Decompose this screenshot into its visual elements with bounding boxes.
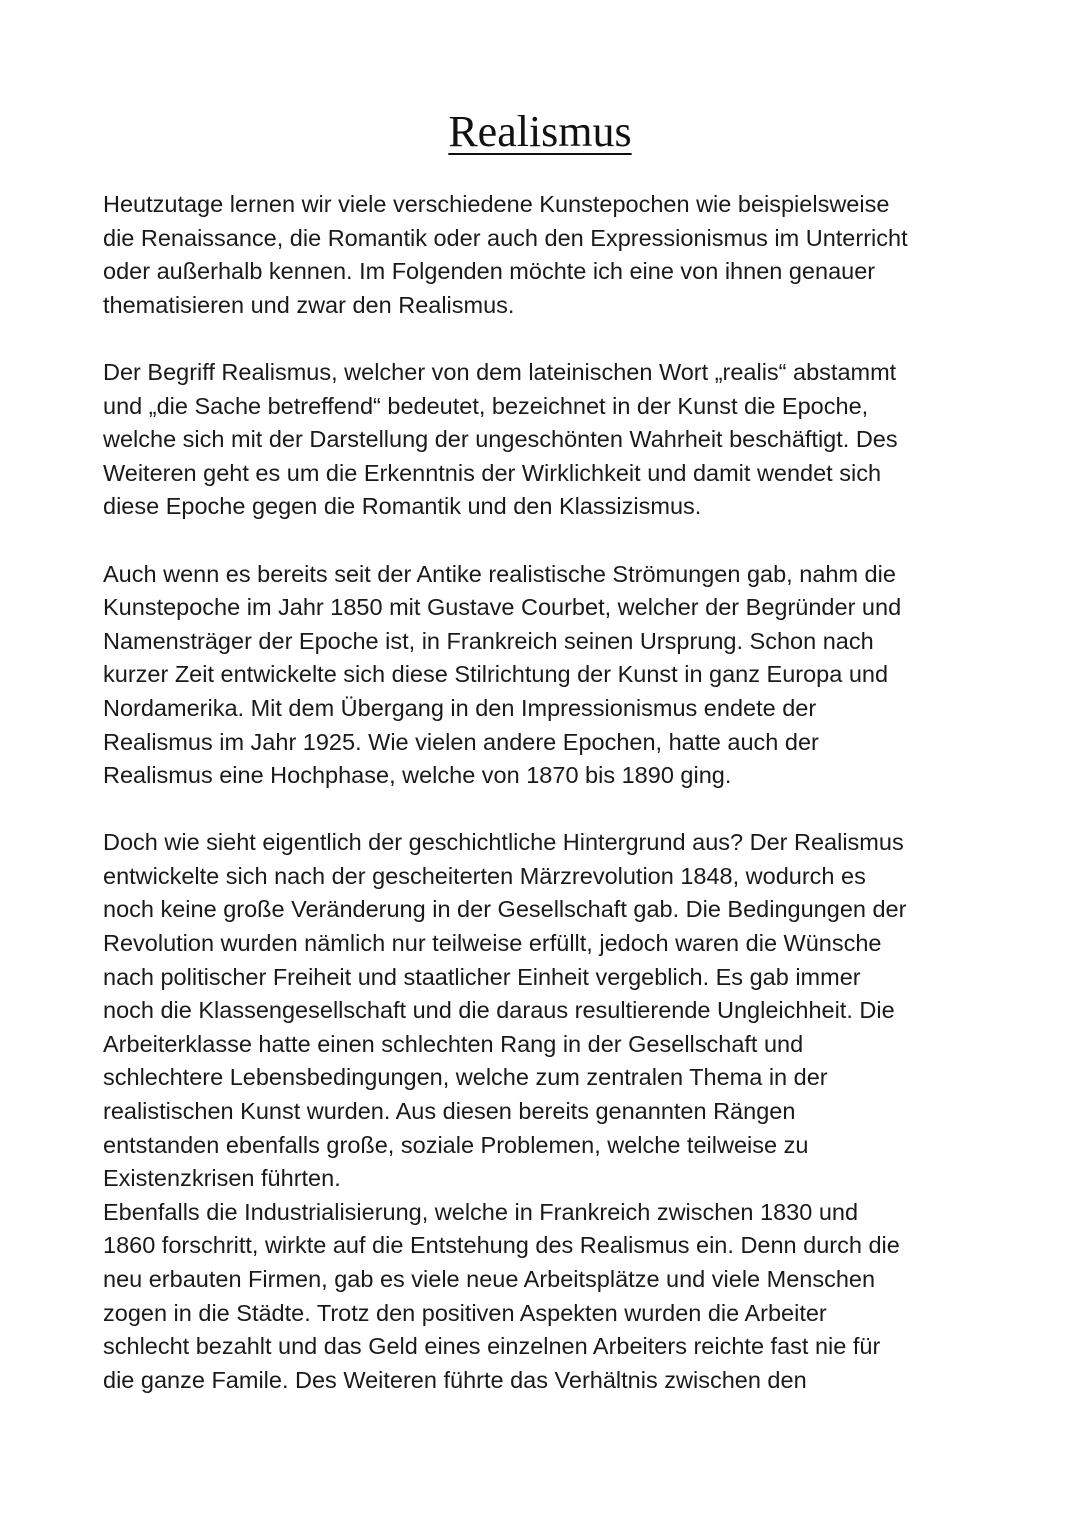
document-body bbox=[103, 188, 983, 1397]
text-line: und „die Sache betreffend“ bedeutet, bezeichnet in der Kunst die Epoche, bbox=[103, 392, 869, 419]
text-line: Revolution wurden nämlich nur teilweise erfüllt, jedoch waren die Wünsche bbox=[103, 930, 882, 957]
text-line: Nordamerika. Mit dem Übergang in den Impressionismus endete der bbox=[103, 694, 817, 721]
text-line: Realismus eine Hochphase, welche von 1870 bis 1890 ging. bbox=[103, 762, 732, 789]
text-line: welche sich mit der Darstellung der ungeschönten Wahrheit beschäftigt. Des bbox=[103, 426, 898, 453]
text-line: neu erbauten Firmen, gab es viele neue Arbeitsplätze und viele Menschen bbox=[103, 1266, 876, 1292]
text-line: die Renaissance, die Romantik oder auch den Expressionismus im Unterricht bbox=[103, 224, 908, 251]
page-title bbox=[0, 104, 1080, 160]
text-line: die ganze Famile. Des Weiteren führte das Verhältnis zwischen den bbox=[103, 1366, 807, 1393]
paragraph-definition bbox=[103, 356, 983, 524]
paragraph-spacer bbox=[103, 322, 983, 356]
paragraph-history bbox=[103, 826, 983, 1196]
text-line: entstanden ebenfalls große, soziale Problemen, welche teilweise zu bbox=[103, 1131, 809, 1158]
text-line: thematisieren und zwar den Realismus. bbox=[103, 291, 515, 318]
text-line: Auch wenn es bereits seit der Antike realistische Strömungen gab, nahm die bbox=[103, 560, 896, 587]
text-line: Namensträger der Epoche ist, in Frankreich seinen Ursprung. Schon nach bbox=[103, 627, 874, 654]
text-line: 1860 forschritt, wirkte auf die Entstehung des Realismus ein. Denn durch die bbox=[103, 1232, 900, 1259]
text-line: kurzer Zeit entwickelte sich diese Stilrichtung der Kunst in ganz Europa und bbox=[103, 661, 889, 688]
text-line: Weiteren geht es um die Erkenntnis der Wirklichkeit und damit wendet sich bbox=[103, 459, 882, 486]
text-line: Doch wie sieht eigentlich der geschichtliche Hintergrund aus? Der Realismus bbox=[103, 829, 904, 856]
text-line: Der Begriff Realismus, welcher von dem lateinischen Wort „realis“ abstammt bbox=[103, 358, 897, 385]
text-line: Kunstepoche im Jahr 1850 mit Gustave Courbet, welcher der Begründer und bbox=[103, 594, 902, 621]
paragraph-origin bbox=[103, 558, 983, 793]
text-line: Ebenfalls die Industrialisierung, welche in Frankreich zwischen 1830 und bbox=[103, 1198, 859, 1225]
text-line: Realismus im Jahr 1925. Wie vielen andere Epochen, hatte auch der bbox=[103, 728, 819, 755]
text-line: realistischen Kunst wurden. Aus diesen bereits genannten Rängen bbox=[103, 1098, 796, 1125]
paragraph-spacer bbox=[103, 793, 983, 827]
text-line: Heutzutage lernen wir viele verschiedene Kunstepochen wie beispielsweise bbox=[103, 191, 890, 217]
text-line: noch keine große Veränderung in der Gesellschaft gab. Die Bedingungen der bbox=[103, 896, 907, 923]
text-line: schlechtere Lebensbedingungen, welche zum zentralen Thema in der bbox=[103, 1064, 828, 1091]
paragraph-intro bbox=[103, 188, 983, 322]
text-line: schlecht bezahlt und das Geld eines einzelnen Arbeiters reichte fast nie für bbox=[103, 1333, 881, 1360]
text-line: oder außerhalb kennen. Im Folgenden möchte ich eine von ihnen genauer bbox=[103, 258, 876, 285]
text-line: Existenzkrisen führten. bbox=[103, 1165, 341, 1192]
paragraph-industrialization bbox=[103, 1196, 983, 1398]
text-line: nach politischer Freiheit und staatlicher Einheit vergeblich. Es gab immer bbox=[103, 963, 861, 990]
text-line: noch die Klassengesellschaft und die daraus resultierende Ungleichheit. Die bbox=[103, 997, 895, 1024]
text-line: zogen in die Städte. Trotz den positiven Aspekten wurden die Arbeiter bbox=[103, 1299, 827, 1326]
text-line: entwickelte sich nach der gescheiterten Märzrevolution 1848, wodurch es bbox=[103, 862, 866, 889]
page-title-text: Realismus bbox=[448, 107, 632, 156]
paragraph-spacer bbox=[103, 524, 983, 558]
text-line: diese Epoche gegen die Romantik und den Klassizismus. bbox=[103, 493, 702, 520]
text-line: Arbeiterklasse hatte einen schlechten Rang in der Gesellschaft und bbox=[103, 1030, 804, 1057]
